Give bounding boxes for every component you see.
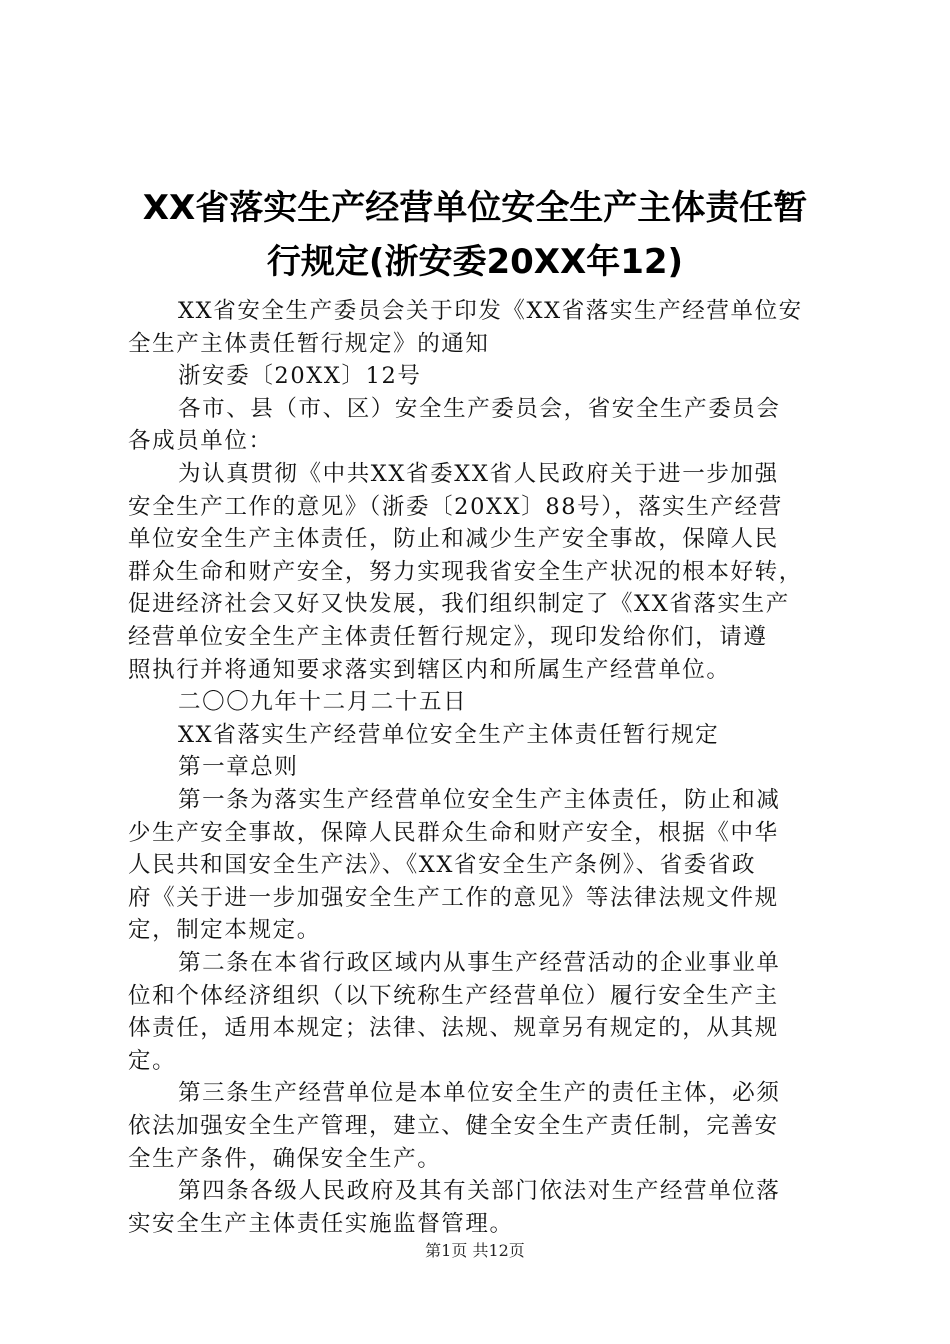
body-text-line: 第一条为落实生产经营单位安全生产主体责任，防止和减 xyxy=(178,787,781,813)
body-text-line: 少生产安全事故，保障人民群众生命和财产安全，根据《中华 xyxy=(128,819,779,846)
body-text-line: 各市、县（市、区）安全生产委员会，省安全生产委员会 xyxy=(178,395,781,422)
body-text-line: 位和个体经济组织（以下统称生产经营单位）履行安全生产主 xyxy=(128,982,779,1009)
body-text-line: 各成员单位： xyxy=(128,428,273,455)
body-text-line: 经营单位安全生产主体责任暂行规定》，现印发给你们，请遵 xyxy=(128,624,768,650)
body-text-line: 依法加强安全生产管理，建立、健全安全生产责任制，完善安 xyxy=(128,1113,779,1139)
body-text-line: 第二条在本省行政区域内从事生产经营活动的企业事业单 xyxy=(178,950,781,976)
body-text-line: 单位安全生产主体责任，防止和减少生产安全事故，保障人民 xyxy=(128,526,779,553)
body-text-line: 第一章总则 xyxy=(178,754,299,781)
body-text-line: 促进经济社会又好又快发展，我们组织制定了《XX省落实生产 xyxy=(128,591,790,618)
body-text-line: 安全生产工作的意见》（浙委〔20XX〕88号），落实生产经营 xyxy=(128,493,783,520)
body-text-line: 二〇〇九年十二月二十五日 xyxy=(178,689,468,716)
body-text-line: 全生产主体责任暂行规定》的通知 xyxy=(128,330,490,357)
body-text-line: 人民共和国安全生产法》、《XX省安全生产条例》、省委省政 xyxy=(128,852,757,879)
body-text-line: 照执行并将通知要求落实到辖区内和所属生产经营单位。 xyxy=(128,656,731,683)
body-text-line: XX省安全生产委员会关于印发《XX省落实生产经营单位安 xyxy=(178,298,803,324)
body-text-line: 浙安委〔20XX〕12号 xyxy=(178,363,422,390)
body-text-line: 府《关于进一步加强安全生产工作的意见》等法律法规文件规 xyxy=(128,884,779,911)
body-text-line: 实安全生产主体责任实施监督管理。 xyxy=(128,1210,514,1237)
document-title-line-1: XX省落实生产经营单位安全生产主体责任暂 xyxy=(142,188,808,228)
body-text-line: XX省落实生产经营单位安全生产主体责任暂行规定 xyxy=(178,721,720,748)
document-title-line-2: 行规定(浙安委20XX年12) xyxy=(266,242,684,282)
body-text-line: 为认真贯彻《中共XX省委XX省人民政府关于进一步加强 xyxy=(178,461,779,487)
body-text-line: 群众生命和财产安全，努力实现我省安全生产状况的根本好转， xyxy=(128,558,803,585)
body-text-line: 定。 xyxy=(128,1047,177,1074)
body-text-line: 定，制定本规定。 xyxy=(128,917,321,944)
body-text-line: 第三条生产经营单位是本单位安全生产的责任主体，必须 xyxy=(178,1080,781,1107)
body-text-line: 体责任，适用本规定；法律、法规、规章另有规定的，从其规 xyxy=(128,1015,779,1042)
body-text-line: 全生产条件，确保安全生产。 xyxy=(128,1145,442,1172)
body-text-line: 第四条各级人民政府及其有关部门依法对生产经营单位落 xyxy=(178,1178,781,1205)
page-number-footer: 第1页 共12页 xyxy=(425,1241,525,1260)
